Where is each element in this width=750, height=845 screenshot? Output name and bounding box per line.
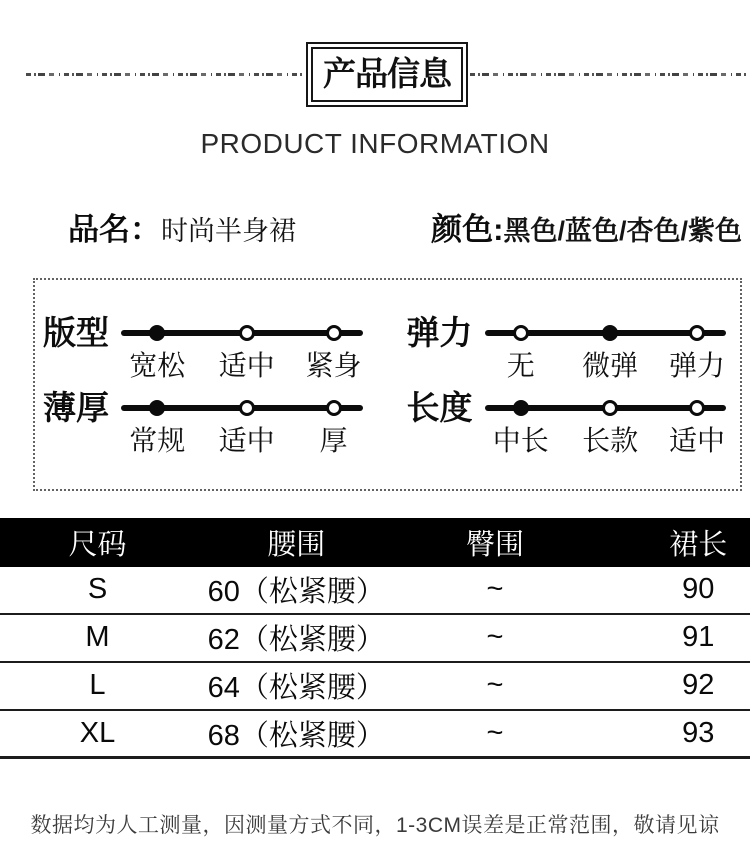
attribute-row bbox=[407, 386, 727, 461]
decorative-dashed-line-left bbox=[26, 73, 304, 76]
option-label: 适中 bbox=[218, 424, 275, 456]
size-table-cell: 60（松紧腰） bbox=[207, 576, 385, 609]
option-label: 弹力 bbox=[669, 349, 726, 381]
option-label: 微弹 bbox=[582, 349, 639, 381]
product-name-value: 时尚半身裙 bbox=[161, 215, 296, 246]
size-table-body bbox=[0, 567, 750, 759]
option-dot bbox=[326, 400, 342, 416]
size-table-cell: 64（松紧腰） bbox=[207, 672, 385, 705]
measurement-note: 数据均为人工测量，因测量方式不同，1-3CM误差是正常范围，敬请见谅 bbox=[30, 813, 720, 837]
option-label: 中长 bbox=[492, 424, 549, 456]
size-table-row bbox=[0, 567, 750, 615]
option-label: 宽松 bbox=[129, 349, 186, 381]
size-table-cell: 91 bbox=[682, 621, 715, 654]
size-table-cell: 62（松紧腰） bbox=[207, 624, 385, 657]
size-table-header-cell: 裙长 bbox=[669, 528, 728, 561]
attribute-label: 长度 bbox=[406, 388, 473, 426]
selected-dot bbox=[602, 325, 618, 341]
product-name bbox=[68, 204, 296, 249]
page-title-cn: 产品信息 bbox=[323, 55, 451, 92]
option-label: 适中 bbox=[218, 349, 275, 381]
size-table-cell: L bbox=[89, 669, 106, 702]
selected-dot bbox=[149, 325, 165, 341]
title-box bbox=[306, 42, 468, 107]
size-table-cell: 68（松紧腰） bbox=[207, 719, 385, 752]
size-table-cell: ~ bbox=[486, 669, 504, 702]
size-table-cell: ~ bbox=[486, 573, 504, 606]
size-table bbox=[0, 518, 750, 759]
attributes-grid bbox=[43, 311, 726, 461]
option-dot bbox=[239, 325, 255, 341]
product-name-label: 品名： bbox=[68, 211, 161, 247]
size-table-header-cell: 尺码 bbox=[68, 528, 127, 561]
option-label: 适中 bbox=[669, 424, 726, 456]
attribute-row bbox=[43, 386, 363, 461]
size-table-header bbox=[0, 518, 750, 567]
size-table-header-cell: 臀围 bbox=[465, 528, 524, 561]
size-table-cell: 90 bbox=[682, 573, 715, 606]
attributes-panel bbox=[33, 278, 742, 491]
size-table-cell: M bbox=[85, 621, 110, 654]
option-dot bbox=[689, 325, 705, 341]
size-table-row bbox=[0, 663, 750, 711]
size-table-header-cell: 腰围 bbox=[267, 528, 326, 561]
size-table-row bbox=[0, 711, 750, 759]
option-dot bbox=[513, 325, 529, 341]
attribute-row bbox=[43, 311, 363, 386]
product-color-label: 颜色: bbox=[431, 211, 504, 247]
attribute-label: 薄厚 bbox=[43, 388, 109, 426]
size-table-cell: S bbox=[87, 573, 108, 606]
page-title-en: PRODUCT INFORMATION bbox=[200, 127, 550, 159]
option-label: 长款 bbox=[582, 424, 639, 456]
title-box-inner bbox=[311, 47, 463, 102]
option-dot bbox=[602, 400, 618, 416]
option-label: 厚 bbox=[319, 424, 348, 456]
decorative-dashed-line-right bbox=[470, 73, 748, 76]
option-label: 无 bbox=[506, 349, 535, 381]
size-table-cell: XL bbox=[79, 716, 116, 749]
option-label: 常规 bbox=[129, 424, 186, 456]
size-table-cell: ~ bbox=[486, 621, 504, 654]
product-color bbox=[431, 204, 742, 249]
header-banner bbox=[0, 0, 750, 107]
product-color-value: 黑色/蓝色/杏色/紫色 bbox=[503, 215, 742, 246]
selected-dot bbox=[149, 400, 165, 416]
selected-dot bbox=[513, 400, 529, 416]
size-table-row bbox=[0, 615, 750, 663]
size-table-cell: 92 bbox=[682, 669, 715, 702]
attribute-label: 版型 bbox=[43, 313, 109, 351]
option-dot bbox=[689, 400, 705, 416]
attribute-row bbox=[407, 311, 727, 386]
product-meta-row bbox=[68, 204, 742, 249]
size-table-cell: ~ bbox=[486, 716, 504, 749]
size-table-cell: 93 bbox=[682, 716, 715, 749]
attribute-label: 弹力 bbox=[406, 313, 473, 351]
option-label: 紧身 bbox=[305, 349, 362, 381]
option-dot bbox=[326, 325, 342, 341]
option-dot bbox=[239, 400, 255, 416]
